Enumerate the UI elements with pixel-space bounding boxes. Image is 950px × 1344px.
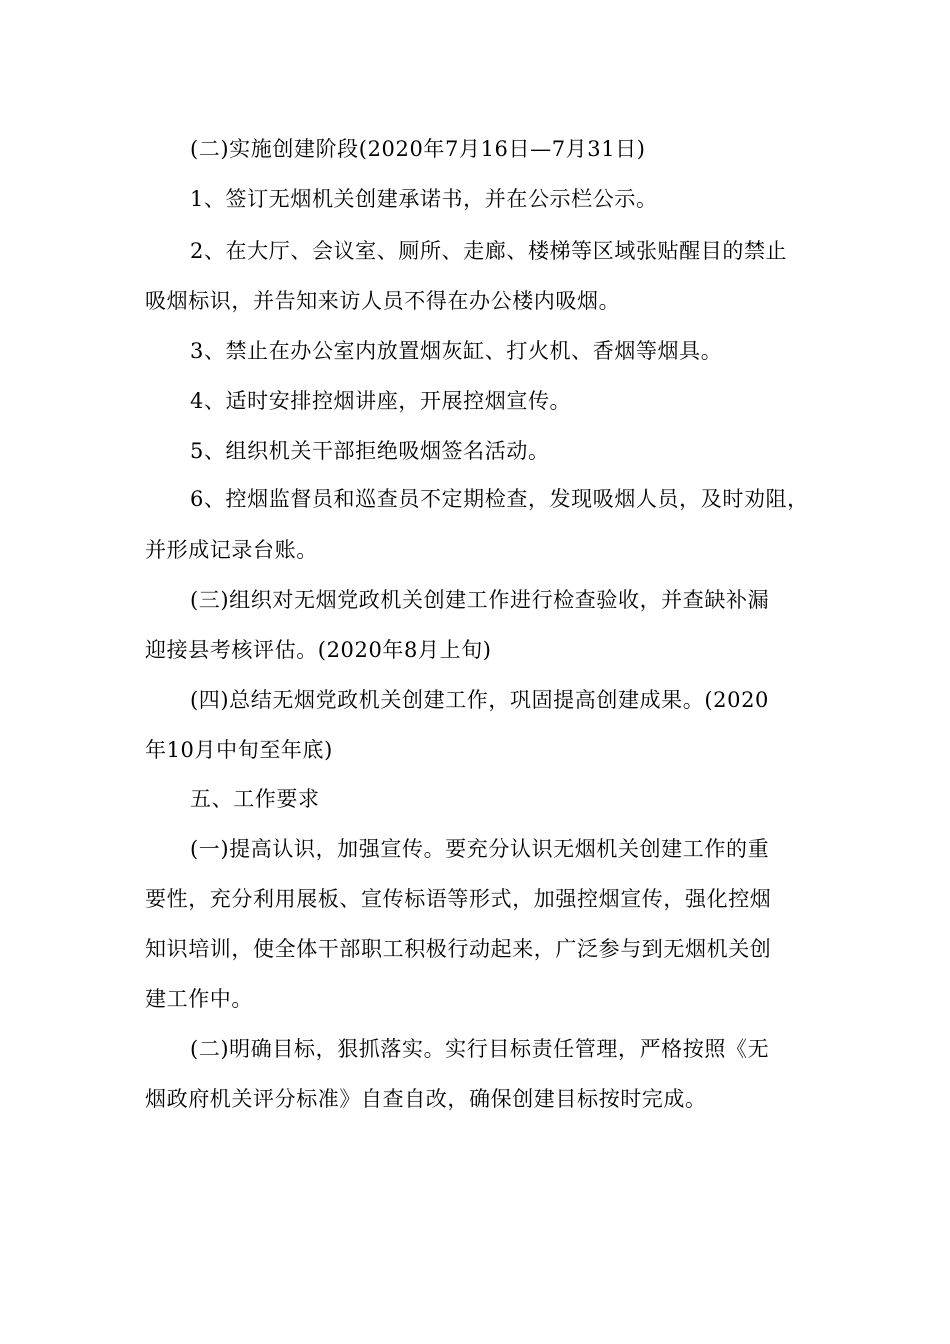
- paragraph-line: 1、签订无烟机关创建承诺书，并在公示栏公示。: [190, 187, 658, 211]
- paragraph-line: 并形成记录台账。: [145, 538, 318, 562]
- paragraph-line: 5、组织机关干部拒绝吸烟签名活动。: [190, 439, 550, 463]
- paragraph-line: (二)明确目标，狠抓落实。实行目标责任管理，严格按照《无: [190, 1037, 770, 1061]
- paragraph-line: 年10月中旬至年底): [145, 738, 333, 762]
- paragraph-line: 烟政府机关评分标准》自查自改，确保创建目标按时完成。: [145, 1087, 707, 1111]
- paragraph-line: 迎接县考核评估。(2020年8月上旬): [145, 638, 492, 662]
- paragraph-line: (二)实施创建阶段(2020年7月16日—7月31日): [190, 137, 646, 161]
- paragraph-line: 知识培训，使全体干部职工积极行动起来，广泛参与到无烟机关创: [145, 937, 772, 961]
- paragraph-line: 吸烟标识，并告知来访人员不得在办公楼内吸烟。: [145, 289, 621, 313]
- paragraph-line: (四)总结无烟党政机关创建工作，巩固提高创建成果。(2020: [190, 688, 770, 712]
- paragraph-line: 3、禁止在办公室内放置烟灰缸、打火机、香烟等烟具。: [190, 339, 723, 363]
- paragraph-line: 要性，充分利用展板、宣传标语等形式，加强控烟宣传，强化控烟: [145, 887, 772, 911]
- paragraph-line: 4、适时安排控烟讲座，开展控烟宣传。: [190, 389, 572, 413]
- paragraph-line: 6、控烟监督员和巡查员不定期检查，发现吸烟人员，及时劝阻，: [190, 487, 809, 511]
- paragraph-line: 2、在大厅、会议室、厕所、走廊、楼梯等区域张贴醒目的禁止: [190, 239, 788, 263]
- section-heading: 五、工作要求: [190, 787, 320, 811]
- paragraph-line: (一)提高认识，加强宣传。要充分认识无烟机关创建工作的重: [190, 837, 770, 861]
- paragraph-line: (三)组织对无烟党政机关创建工作进行检查验收，并查缺补漏: [190, 588, 770, 612]
- paragraph-line: 建工作中。: [145, 987, 253, 1011]
